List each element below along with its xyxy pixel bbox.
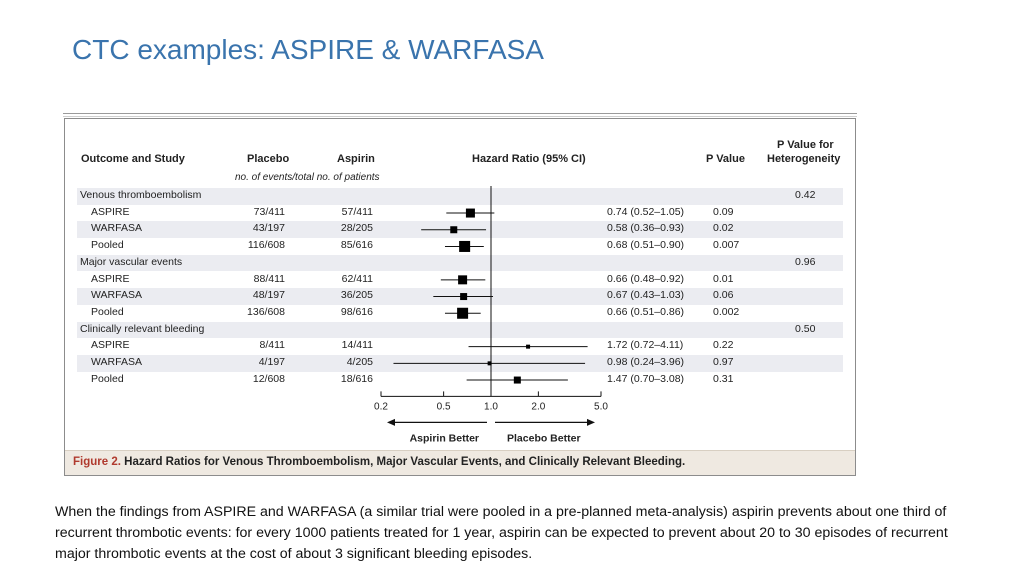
hazard-ratio-text: 0.74 (0.52–1.05): [607, 205, 685, 218]
point-estimate-marker: [450, 226, 457, 233]
top-rule-secondary: [63, 116, 857, 117]
figure-caption-text: Hazard Ratios for Venous Thromboembolism, Major Vascular Events, and Clinically Relevant Bleeding.: [124, 456, 686, 468]
body-paragraph: When the findings from ASPIRE and WARFASA (a similar trial were pooled in a pre-planned meta-analysis) aspirin prevents about one third of recurrent thrombotic events: for every 1000 patients treated for 1 year, aspirin can be expected to prevent about 20 to 30 episodes of recurrent major thrombotic events at the cost of about 3 significant bleeding episodes.: [55, 504, 948, 562]
point-estimate-marker: [459, 241, 470, 252]
aspirin-events: 85/616: [340, 239, 373, 252]
header-hazard-ratio: Hazard Ratio (95% CI): [472, 153, 586, 165]
header-outcome: Outcome and Study: [81, 153, 185, 165]
placebo-events: 73/411: [253, 205, 285, 218]
point-estimate-marker: [457, 308, 468, 319]
point-estimate-marker: [466, 209, 475, 218]
figure-caption: [73, 456, 685, 468]
aspirin-events: 28/205: [340, 222, 373, 235]
p-value: 0.09: [713, 205, 734, 218]
top-rule: [63, 113, 857, 114]
hazard-ratio-text: 0.67 (0.43–1.03): [607, 289, 685, 302]
aspirin-events: 36/205: [340, 289, 373, 302]
forest-plot-figure: [64, 118, 856, 476]
aspirin-better-arrowhead: [387, 419, 395, 426]
p-value: 0.02: [713, 222, 734, 235]
study-label: WARFASA: [91, 356, 142, 368]
placebo-events: 48/197: [252, 289, 285, 302]
hazard-ratio-text: 0.66 (0.51–0.86): [607, 305, 685, 318]
p-value: 0.97: [713, 356, 734, 368]
p-value: 0.007: [713, 239, 740, 252]
study-label: ASPIRE: [91, 339, 130, 352]
group-label: Clinically relevant bleeding: [80, 322, 205, 335]
placebo-events: 12/608: [252, 372, 285, 385]
aspirin-events: 18/616: [340, 372, 373, 385]
placebo-events: 43/197: [252, 222, 285, 235]
aspirin-events: 57/411: [341, 205, 373, 218]
aspirin-events: 98/616: [340, 305, 373, 318]
hazard-ratio-text: 0.66 (0.48–0.92): [607, 272, 685, 285]
point-estimate-marker: [488, 361, 492, 365]
study-label: Pooled: [91, 305, 124, 318]
heterogeneity-p-value: 0.96: [795, 255, 816, 268]
aspirin-events: 4/205: [346, 356, 373, 368]
header-het-line1: P Value for: [777, 139, 834, 151]
caption-bar: [65, 450, 855, 475]
p-value: 0.22: [713, 339, 734, 352]
group-label: Venous thromboembolism: [80, 189, 202, 201]
point-estimate-marker: [526, 345, 530, 349]
x-tick-label: 1.0: [484, 401, 498, 413]
study-label: WARFASA: [91, 222, 142, 235]
group-label: Major vascular events: [80, 255, 183, 268]
study-label: Pooled: [91, 239, 124, 252]
placebo-better-arrowhead: [587, 419, 595, 426]
x-tick-label: 2.0: [531, 401, 546, 413]
placebo-events: 88/411: [253, 272, 285, 285]
point-estimate-marker: [460, 293, 467, 300]
point-estimate-marker: [514, 377, 521, 384]
hazard-ratio-text: 1.47 (0.70–3.08): [607, 372, 685, 385]
hazard-ratio-text: 0.58 (0.36–0.93): [607, 222, 685, 235]
figure-caption-label: Figure 2.: [73, 456, 121, 468]
x-tick-label: 0.2: [374, 401, 388, 413]
x-tick-label: 5.0: [594, 401, 608, 413]
study-label: WARFASA: [91, 289, 142, 302]
p-value: 0.31: [713, 372, 734, 385]
heterogeneity-p-value: 0.42: [795, 189, 816, 201]
p-value: 0.002: [713, 305, 740, 318]
point-estimate-marker: [458, 275, 467, 284]
study-label: ASPIRE: [91, 205, 130, 218]
aspirin-events: 14/411: [341, 339, 373, 352]
aspirin-events: 62/411: [341, 272, 373, 285]
study-label: ASPIRE: [91, 272, 130, 285]
hazard-ratio-text: 0.98 (0.24–3.96): [607, 356, 685, 368]
forest-plot-svg: [65, 119, 855, 453]
slide-title: CTC examples: ASPIRE & WARFASA: [72, 34, 544, 65]
header-het-line2: Heterogeneity: [767, 153, 841, 165]
aspirin-better-label: Aspirin Better: [409, 432, 479, 445]
p-value: 0.01: [713, 272, 734, 285]
p-value: 0.06: [713, 289, 734, 302]
header-placebo: Placebo: [247, 153, 290, 165]
header-subheader: no. of events/total no. of patients: [235, 172, 380, 183]
placebo-events: 4/197: [258, 356, 285, 368]
placebo-better-label: Placebo Better: [507, 432, 581, 445]
x-tick-label: 0.5: [436, 401, 451, 413]
placebo-events: 136/608: [247, 305, 285, 318]
study-label: Pooled: [91, 372, 124, 385]
hazard-ratio-text: 1.72 (0.72–4.11): [607, 339, 684, 352]
heterogeneity-p-value: 0.50: [795, 322, 816, 335]
hazard-ratio-text: 0.68 (0.51–0.90): [607, 239, 685, 252]
placebo-events: 8/411: [259, 339, 285, 352]
placebo-events: 116/608: [247, 239, 285, 252]
header-p-value: P Value: [706, 153, 745, 165]
header-aspirin: Aspirin: [337, 153, 375, 165]
